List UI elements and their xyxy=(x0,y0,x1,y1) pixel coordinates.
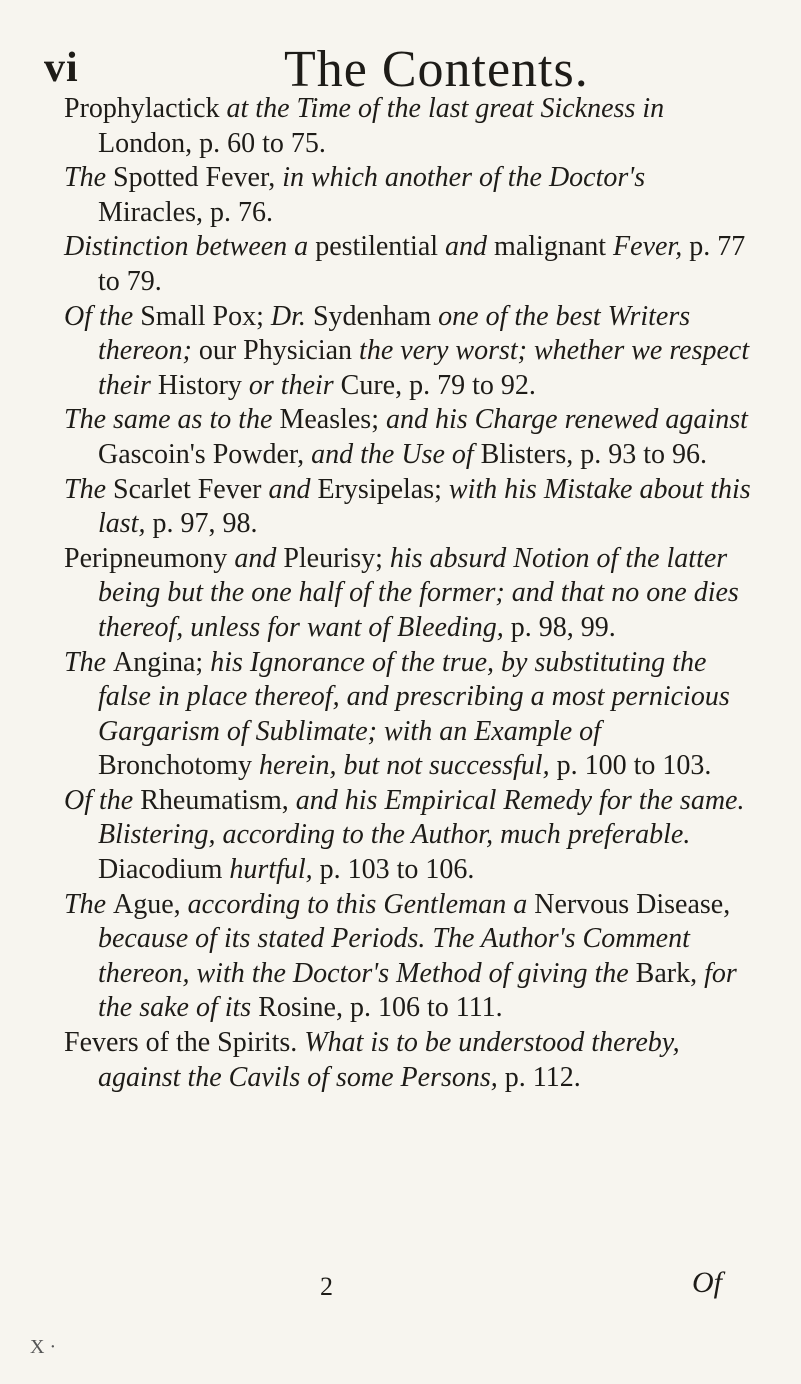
entry-text: malignant xyxy=(494,231,614,263)
entry-text: Distinction between a xyxy=(64,231,316,263)
entry-text: Sydenham xyxy=(312,300,439,332)
catchword: Of xyxy=(692,1266,722,1299)
entry-text: and his Charge renewed against xyxy=(385,404,748,436)
entry-text: Small Pox; xyxy=(140,300,271,332)
entry-text: Bronchotomy xyxy=(98,750,259,782)
entry-text: Bark, xyxy=(635,957,705,989)
entry-text: Dr. xyxy=(270,300,313,332)
entry-text: Diacodium xyxy=(98,854,230,886)
entry-text: Scarlet Fever xyxy=(113,473,269,505)
contents-entry xyxy=(64,473,754,542)
entry-text: Measles; xyxy=(279,404,386,436)
marginal-mark: X · xyxy=(30,1336,57,1358)
entry-text: Cure, p. 79 to 92. xyxy=(340,369,536,401)
page-footer xyxy=(60,1266,760,1332)
entry-text: Erysipelas; xyxy=(317,473,449,505)
entry-text: herein, but not successful, xyxy=(259,750,557,782)
entry-text: at the Time of the last great Sickness in xyxy=(226,93,665,124)
entry-text: History xyxy=(157,369,249,401)
entry-text: Of the xyxy=(64,784,141,816)
entry-text: p. 103 to 106. xyxy=(319,854,475,886)
entry-text: or their xyxy=(248,369,341,401)
entry-text: Nervous Disease, xyxy=(534,888,731,920)
entry-text: What is to be understood thereby, against the Cavils of some Persons, xyxy=(98,1027,680,1093)
contents-entry xyxy=(64,1026,754,1095)
entry-text: Blisters, p. 93 to 96. xyxy=(480,438,708,470)
entry-text: for the sake of its xyxy=(98,957,737,1024)
entry-text: Rheumatism, xyxy=(140,784,296,816)
entry-text: p. 100 to 103. xyxy=(556,750,712,782)
running-title: The Contents. xyxy=(284,41,589,98)
entry-text: according to this Gentleman a xyxy=(187,888,535,920)
entry-text: The xyxy=(64,888,113,920)
entry-text: Peripneumony xyxy=(64,542,235,574)
contents-entry xyxy=(64,403,754,472)
entry-text: Fevers of the Spirits. xyxy=(64,1027,305,1059)
entry-text: one of the best Writers thereon; xyxy=(98,300,691,367)
entry-text: Prophylactick xyxy=(64,93,227,124)
entry-text: London, p. 60 to 75. xyxy=(98,127,326,159)
contents-list xyxy=(64,92,754,1095)
contents-entry xyxy=(64,784,754,888)
entry-text: Spotted Fever, xyxy=(113,162,283,194)
entry-text: The xyxy=(64,473,113,505)
entry-text: our Physician xyxy=(198,335,360,367)
entry-text: Pleurisy; xyxy=(283,542,390,574)
entry-text: with his Mistake about this last, xyxy=(98,473,751,540)
entry-text: and xyxy=(234,542,284,574)
entry-text: his Ignorance of the true, by substituting the false in place thereof, and prescribing a most pernicious Gargarism of Sublimate; with an Example of xyxy=(98,646,730,747)
entry-text: hurtful, xyxy=(229,854,320,886)
contents-entry xyxy=(64,542,754,646)
page-number: vi xyxy=(44,45,79,91)
entry-text: Angina; xyxy=(113,646,211,678)
signature-mark: 2 xyxy=(320,1272,333,1301)
entry-text: and his Empirical Remedy for the same. Blistering, according to the Author, much preferable. xyxy=(98,784,745,851)
entry-text: and xyxy=(268,473,318,505)
entry-text: Gascoin's xyxy=(98,438,213,470)
contents-entry xyxy=(64,646,754,784)
entry-text: his absurd Notion of the latter being but the one half of the former; and that no one dies thereof, unless for want of Bleeding, xyxy=(98,542,739,643)
entry-text: and the Use of xyxy=(311,438,481,470)
entry-text: The xyxy=(64,162,113,194)
contents-entry xyxy=(64,92,754,161)
entry-text: because of its stated Periods. The Author's Comment thereon, with the Doctor's Method of giving the xyxy=(98,923,690,989)
entry-text: in which another of the Doctor's xyxy=(282,162,646,194)
contents-entry xyxy=(64,161,754,230)
contents-entry xyxy=(64,230,754,299)
entry-text: Fever, xyxy=(613,231,690,263)
entry-text: Rosine, p. 106 to 111. xyxy=(258,992,503,1024)
contents-entry xyxy=(64,888,754,1026)
entry-text: Powder, xyxy=(212,438,312,470)
contents-entry xyxy=(64,300,754,404)
entry-text: p. 112. xyxy=(504,1061,581,1093)
entry-text: Ague, xyxy=(113,888,188,920)
entry-text: The same as to the xyxy=(64,404,280,436)
entry-text: Of the xyxy=(64,300,141,332)
entry-text: Miracles, p. 76. xyxy=(98,196,273,228)
entry-text: and xyxy=(445,231,495,263)
entry-text: p. 98, 99. xyxy=(510,611,616,643)
entry-text: p. 77 to 79. xyxy=(98,231,746,297)
entry-text: the very worst; whether we respect their xyxy=(98,335,750,401)
entry-text: pestilential xyxy=(315,231,446,263)
entry-text: The xyxy=(64,646,113,678)
entry-text: p. 97, 98. xyxy=(152,508,258,540)
